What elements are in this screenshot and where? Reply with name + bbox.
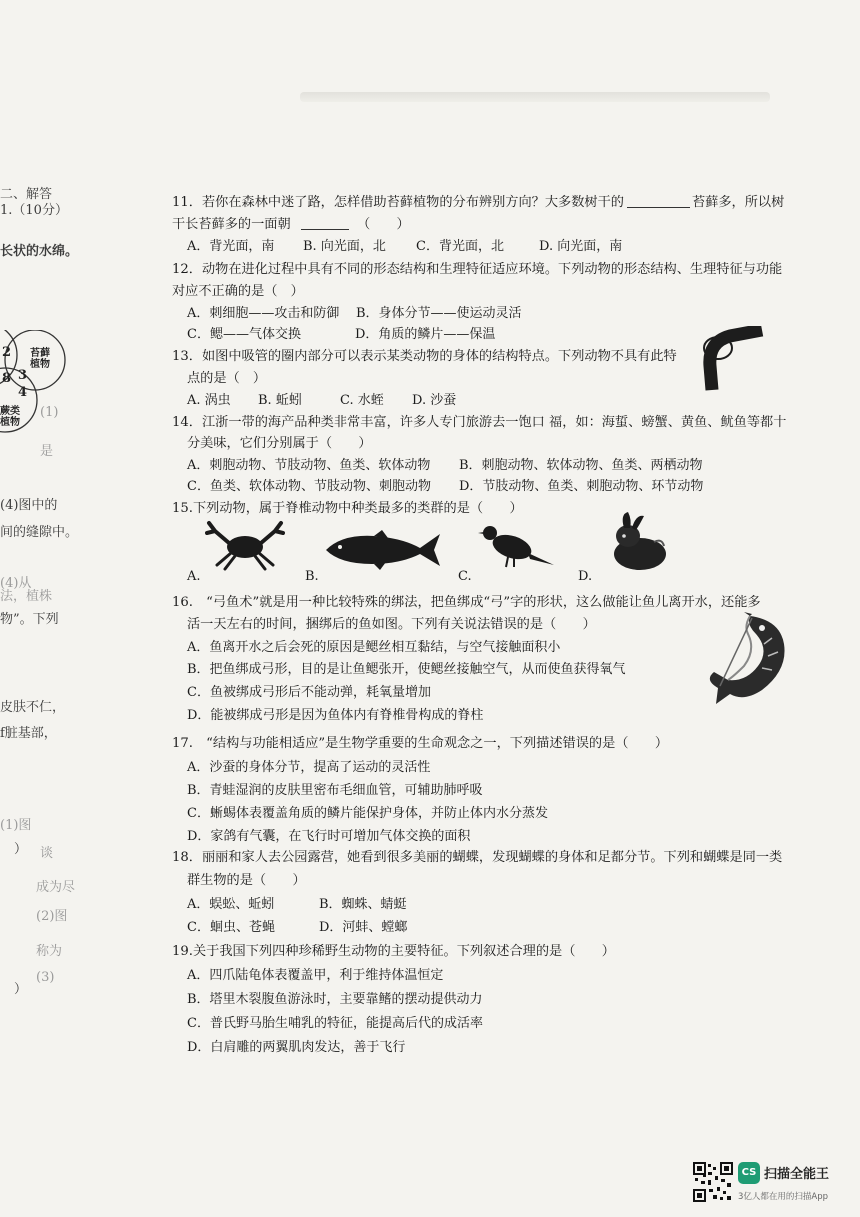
- q16-option-c: C．鱼被绑成弓形后不能动弹，耗氧量增加: [187, 685, 431, 700]
- scanner-tagline: 3亿人都在用的扫描App: [738, 1192, 829, 1202]
- q11-blank-1: [627, 192, 690, 208]
- q19-option-b: B．塔里木裂腹鱼游泳时，主要靠鳍的摆动提供动力: [187, 992, 483, 1007]
- q16-line2: 活一天左右的时间，捆绑后的鱼如图。下列有关说法错误的是（ ）: [187, 617, 596, 632]
- q13-option-c: C. 水蛭: [340, 393, 384, 408]
- edge-frag-11: ）: [14, 842, 28, 857]
- q12-line1: 12．动物在进化过程中具有不同的形态结构和生理特征适应环境。下列动物的形态结构、生理特征与功能: [172, 262, 783, 277]
- fish-icon: [322, 530, 444, 570]
- q12-option-b: B．身体分节——使运动灵活: [356, 306, 522, 321]
- q14-line1: 14．江浙一带的海产品种类非常丰富，许多人专门旅游去一饱口 福，如：海蜇、螃蟹、黄鱼、鱿鱼等都十: [172, 415, 787, 430]
- scanner-app-name: 扫描全能王: [764, 1167, 830, 1182]
- edge-frag-17: ）: [14, 982, 28, 997]
- q16-option-a: A．鱼离开水之后会死的原因是鳃丝相互黏结，与空气接触面积小: [187, 640, 561, 655]
- q12-option-a: A．刺细胞——攻击和防御: [187, 306, 340, 321]
- q11-option-a: A．背光面，南: [187, 239, 275, 254]
- scanner-logo-icon: CS: [738, 1162, 760, 1184]
- q11-line2a: 干长苔藓多的一面朝: [172, 217, 291, 232]
- edge-frag-2: 是: [40, 444, 54, 459]
- bird-icon: [478, 521, 556, 569]
- venn-num-8: 8: [2, 371, 12, 386]
- qr-code-icon: [693, 1162, 733, 1202]
- q17-option-a: A．沙蚕的身体分节，提高了运动的灵活性: [187, 760, 431, 775]
- q15-option-b: B.: [305, 569, 319, 584]
- q18-line2: 群生物的是（ ）: [187, 873, 306, 888]
- q11-line2b: （ ）: [357, 217, 410, 232]
- q14-option-a: A．刺胞动物、节肢动物、鱼类、软体动物: [187, 458, 431, 473]
- q17-option-d: D．家鸽有气囊，在飞行时可增加气体交换的面积: [187, 829, 471, 844]
- edge-frag-5: (4)从: [0, 576, 32, 591]
- q11-option-d: D. 向光面，南: [539, 239, 623, 254]
- edge-frag-16: (3): [36, 970, 55, 985]
- q14-option-c: C．鱼类、软体动物、节肢动物、刺胞动物: [187, 479, 431, 494]
- crab-icon: [205, 517, 285, 572]
- q16-line1: 16. “弓鱼术”就是用一种比较特殊的绑法，把鱼绑成“弓”字的形状，这么做能让鱼儿离开水，还能多: [172, 595, 761, 610]
- edge-frag-6: 法，植株: [0, 589, 53, 604]
- q19-option-a: A．四爪陆龟体表覆盖甲，利于维持体温恒定: [187, 968, 444, 983]
- edge-frag-10: (1)图: [0, 818, 32, 833]
- q16-option-d: D．能被绑成弓形是因为鱼体内有脊椎骨构成的脊柱: [187, 708, 484, 723]
- edge-frag-15: 称为: [36, 944, 63, 959]
- q14-line2: 分美味，它们分别属于（ ）: [187, 436, 372, 451]
- edge-frag-12: 谈: [40, 846, 54, 861]
- edge-frag-3: (4)图中的: [0, 498, 58, 513]
- venn-num-4: 4: [18, 385, 28, 400]
- q15-line1: 15.下列动物，属于脊椎动物中种类最多的类群的是（ ）: [172, 501, 523, 516]
- scan-shadow: [300, 92, 770, 102]
- straw-icon: [690, 326, 764, 392]
- q18-option-d: D．河蚌、螳螂: [319, 920, 408, 935]
- q13-line2: 点的是（ ）: [187, 371, 267, 386]
- q19-line1: 19.关于我国下列四种珍稀野生动物的主要特征。下列叙述合理的是（ ）: [172, 944, 615, 959]
- rabbit-icon: [604, 512, 674, 572]
- q14-option-b: B．刺胞动物、软体动物、鱼类、两栖动物: [459, 458, 703, 473]
- q15-option-c: C.: [458, 569, 472, 584]
- venn-num-2: 2: [2, 345, 12, 360]
- q12-option-d: D．角质的鳞片——保温: [355, 327, 496, 342]
- q17-line1: 17. “结构与功能相适应”是生物学重要的生命观念之一，下列描述错误的是（ ）: [172, 736, 669, 751]
- edge-frag-8: 皮肤不仁，: [0, 700, 66, 715]
- q13-line1: 13．如图中吸管的圈内部分可以表示某类动物的身体的结构特点。下列动物不具有此特: [172, 349, 677, 364]
- q12-line2: 对应不正确的是（ ）: [172, 284, 304, 299]
- q16-option-b: B．把鱼绑成弓形，目的是让鱼鳃张开，使鳃丝接触空气，从而使鱼获得氧气: [187, 662, 626, 677]
- q15-option-d: D.: [578, 569, 593, 584]
- edge-sponge-text: 长状的水绵。: [0, 244, 79, 259]
- q18-option-a: A．蜈蚣、蚯蚓: [187, 897, 275, 912]
- venn-num-3: 3: [18, 368, 28, 383]
- q17-option-c: C．蜥蜴体表覆盖角质的鳞片能保护身体，并防止体内水分蒸发: [187, 806, 548, 821]
- left-edge-fragment: [0, 0, 79, 1217]
- q13-option-d: D. 沙蚕: [412, 393, 457, 408]
- q11-blank-2: [301, 214, 349, 230]
- edge-frag-13: 成为尽: [36, 880, 76, 895]
- q13-option-a: A. 涡虫: [187, 393, 231, 408]
- q11-option-b: B. 向光面，北: [303, 239, 386, 254]
- q11-option-c: C．背光面，北: [416, 239, 504, 254]
- edge-frag-9: f脏基部，: [0, 726, 57, 741]
- edge-frag-14: (2)图: [36, 909, 68, 924]
- edge-section-hint2: 1.（10分）: [0, 203, 68, 218]
- q17-option-b: B．青蛙湿润的皮肤里密布毛细血管，可辅助肺呼吸: [187, 783, 483, 798]
- q11-line1a: 11．若你在森林中迷了路，怎样借助苔藓植物的分布辨别方向？大多数树干的: [172, 195, 624, 210]
- q18-line1: 18．丽丽和家人去公园露营，她看到很多美丽的蝴蝶，发现蝴蝶的身体和足都分节。下列和蝴蝶是同一类: [172, 850, 783, 865]
- q15-option-a: A.: [187, 569, 201, 584]
- edge-frag-4: 间的缝隙中。: [0, 525, 79, 540]
- edge-frag-7: 物”。下列: [0, 612, 59, 627]
- q19-option-c: C．普氏野马胎生哺乳的特征，能提高后代的成活率: [187, 1016, 483, 1031]
- q14-option-d: D．节肢动物、鱼类、刺胞动物、环节动物: [459, 479, 704, 494]
- q12-option-c: C．鳃——气体交换: [187, 327, 301, 342]
- venn-fern-label: 蕨类植物: [0, 406, 20, 428]
- q18-option-b: B．蜘蛛、蜻蜓: [319, 897, 407, 912]
- q19-option-d: D．白肩雕的两翼肌肉发达，善于飞行: [187, 1040, 406, 1055]
- edge-section-hint: 二、解答: [0, 187, 53, 202]
- q13-option-b: B. 蚯蚓: [258, 393, 302, 408]
- q18-option-c: C．蛔虫、苍蝇: [187, 920, 275, 935]
- bow-fish-icon: [700, 610, 800, 706]
- q11-line1b: 苔藓多，所以树: [692, 195, 785, 210]
- venn-moss-label: 苔藓植物: [30, 348, 50, 370]
- edge-frag-1: (1): [40, 405, 59, 420]
